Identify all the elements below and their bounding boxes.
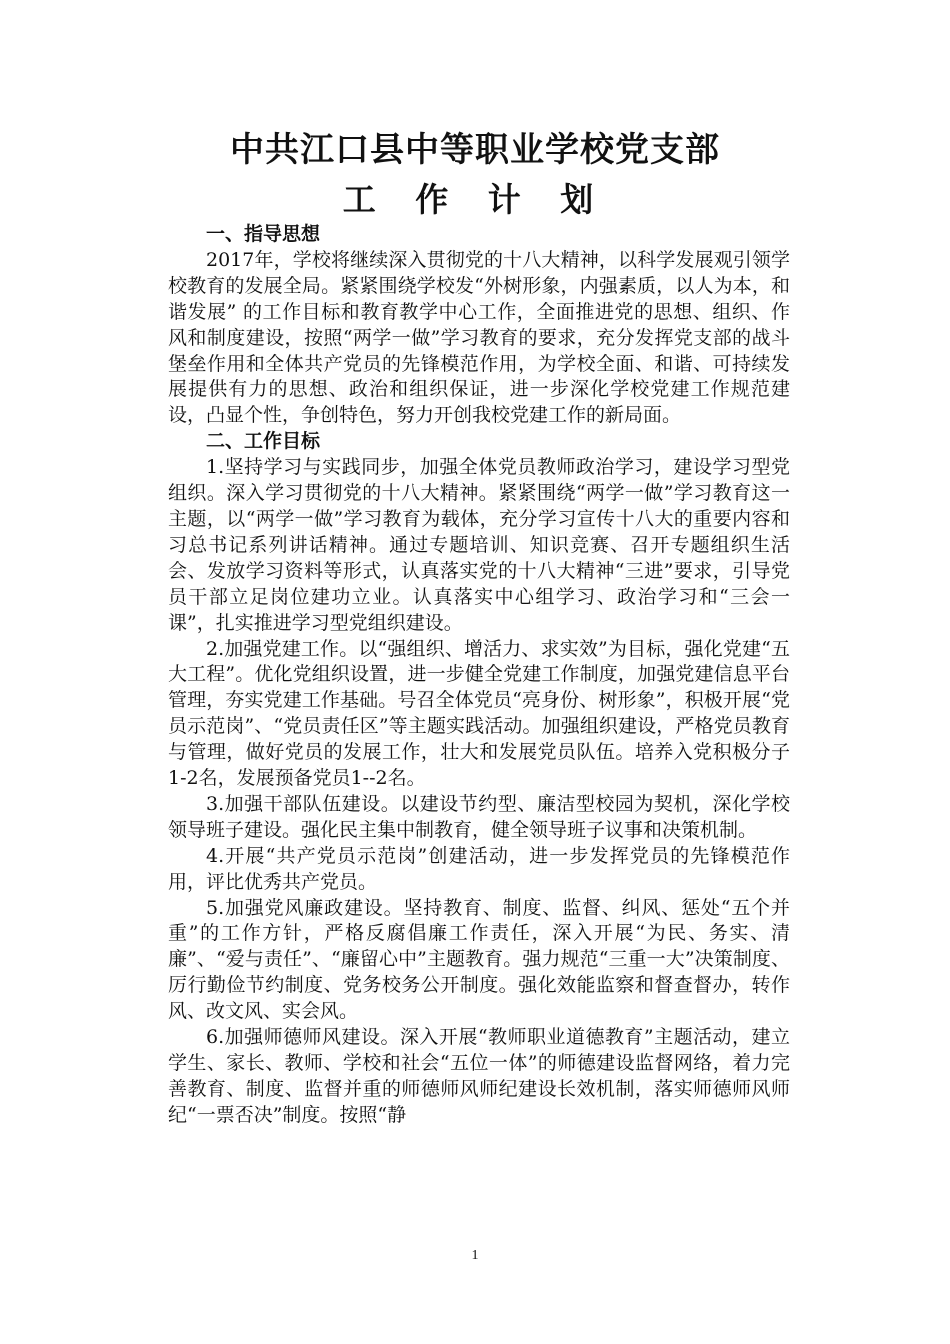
- page-number: 1: [471, 1248, 479, 1263]
- document-subtitle: 工 作 计 划: [342, 180, 608, 219]
- paragraph: 2.加强党建工作。以“强组织、增活力、求实效”为目标，强化党建“五大工程”。优化党组织设置，进一步健全党建工作制度，加强党建信息平台管理，夯实党建工作基础。号召全体党员“亮身份、树形象”，积极开展“党员示范岗”、“党员责任区”等主题实践活动。加强组织建设，严格党员教育与管理，做好党员的发展工作，壮大和发展党员队伍。培养入党积极分子1-2名，发展预备党员1--2名。: [168, 637, 790, 790]
- paragraph: 1.坚持学习与实践同步，加强全体党员教师政治学习，建设学习型党组织。深入学习贯彻党的十八大精神。紧紧围绕“两学一做”学习教育这一主题，以“两学一做”学习教育为载体，充分学习宣传十八大的重要内容和习总书记系列讲话精神。通过专题培训、知识竞赛、召开专题组织生活会、发放学习资料等形式，认真落实党的十八大精神“三进”要求，引导党员干部立足岗位建功立业。认真落实中心组学习、政治学习和“三会一课”，扎实推进学习型党组织建设。: [168, 456, 790, 634]
- paragraph: 5.加强党风廉政建设。坚持教育、制度、监督、纠风、惩处“五个并重”的工作方针，严格反腐倡廉工作责任，深入开展“为民、务实、清廉”、“爱与责任”、“廉留心中”主题教育。强力规范“三重一大”决策制度、厉行勤俭节约制度、党务校务公开制度。强化效能监察和督查督办，转作风、改文风、实会风。: [168, 896, 790, 1023]
- section-heading: 一、指导思想: [206, 223, 321, 245]
- section-heading: 二、工作目标: [206, 430, 321, 453]
- document-body: [168, 222, 790, 1129]
- paragraph: 3.加强干部队伍建设。以建设节约型、廉洁型校园为契机，深化学校领导班子建设。强化民主集中制教育，健全领导班子议事和决策机制。: [168, 792, 790, 841]
- paragraph: 6.加强师德师风建设。深入开展“教师职业道德教育”主题活动，建立学生、家长、教师、学校和社会“五位一体”的师德建设监督网络，着力完善教育、制度、监督并重的师德师风师纪建设长效机制，落实师德师风师纪“一票否决”制度。按照“静: [168, 1026, 790, 1126]
- paragraph: 4.开展“共产党员示范岗”创建活动，进一步发挥党员的先锋模范作用，评比优秀共产党员。: [168, 844, 790, 893]
- document-title: 中共江口县中等职业学校党支部: [230, 130, 720, 170]
- paragraph: 2017年，学校将继续深入贯彻党的十八大精神，以科学发展观引领学校教育的发展全局。紧紧围绕学校发“外树形象，内强素质，以人为本，和谐发展” 的工作目标和教育教学中心工作，全面推进党的思想、组织、作风和制度建设，按照“两学一做”学习教育的要求，充分发挥党支部的战斗堡垒作用和全体共产党员的先锋模范作用，为学校全面、和谐、可持续发展提供有力的思想、政治和组织保证，进一步深化学校党建工作规范建设，凸显个性，争创特色，努力开创我校党建工作的新局面。: [168, 248, 790, 427]
